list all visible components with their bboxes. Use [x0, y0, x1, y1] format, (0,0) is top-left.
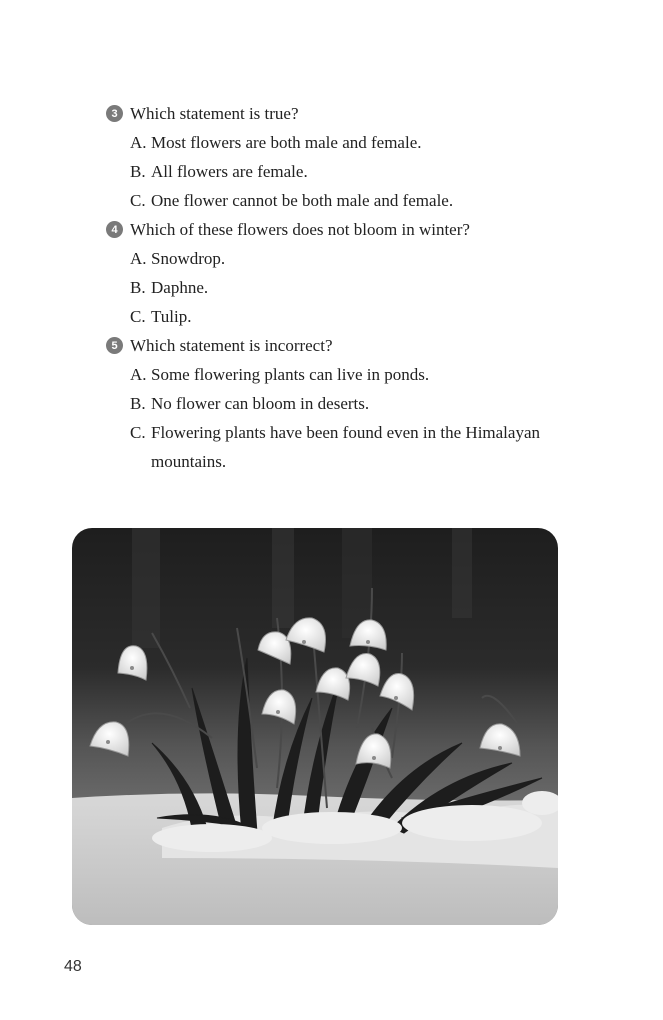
question-text: Which statement is incorrect?	[130, 335, 333, 355]
question-list	[106, 99, 606, 476]
option-text: One flower cannot be both male and female.	[151, 191, 454, 210]
option-3c	[106, 186, 606, 215]
option-letter: B.	[130, 278, 146, 297]
question-number-badge: 3	[106, 105, 123, 122]
option-4c	[106, 302, 606, 331]
question-number-badge: 5	[106, 337, 123, 354]
option-letter: C.	[130, 191, 146, 210]
snowdrop-flowers-photo	[72, 528, 558, 925]
option-4a	[106, 244, 606, 273]
option-4b	[106, 273, 606, 302]
page-number: 48	[64, 958, 82, 975]
question-5	[106, 331, 606, 360]
option-letter: A.	[130, 249, 147, 268]
question-text: Which of these flowers does not bloom in winter?	[130, 219, 470, 239]
option-letter: C.	[130, 307, 146, 326]
option-text: Daphne.	[151, 278, 209, 297]
option-5c	[106, 418, 606, 476]
option-letter: B.	[130, 394, 146, 413]
option-letter: A.	[130, 365, 147, 384]
option-letter: B.	[130, 162, 146, 181]
question-text: Which statement is true?	[130, 103, 299, 123]
option-text: Some flowering plants can live in ponds.	[151, 365, 430, 384]
option-text: Tulip.	[151, 307, 192, 326]
option-text: Most flowers are both male and female.	[151, 133, 422, 152]
option-5b	[106, 389, 606, 418]
option-5a	[106, 360, 606, 389]
option-text: No flower can bloom in deserts.	[151, 394, 370, 413]
question-4	[106, 215, 606, 244]
option-3b	[106, 157, 606, 186]
option-text: Flowering plants have been found even in the Himalayan mountains.	[151, 423, 540, 471]
option-text: All flowers are female.	[151, 162, 308, 181]
question-number-badge: 4	[106, 221, 123, 238]
option-letter: C.	[130, 423, 146, 442]
option-3a	[106, 128, 606, 157]
question-3	[106, 99, 606, 128]
option-text: Snowdrop.	[151, 249, 226, 268]
option-letter: A.	[130, 133, 147, 152]
